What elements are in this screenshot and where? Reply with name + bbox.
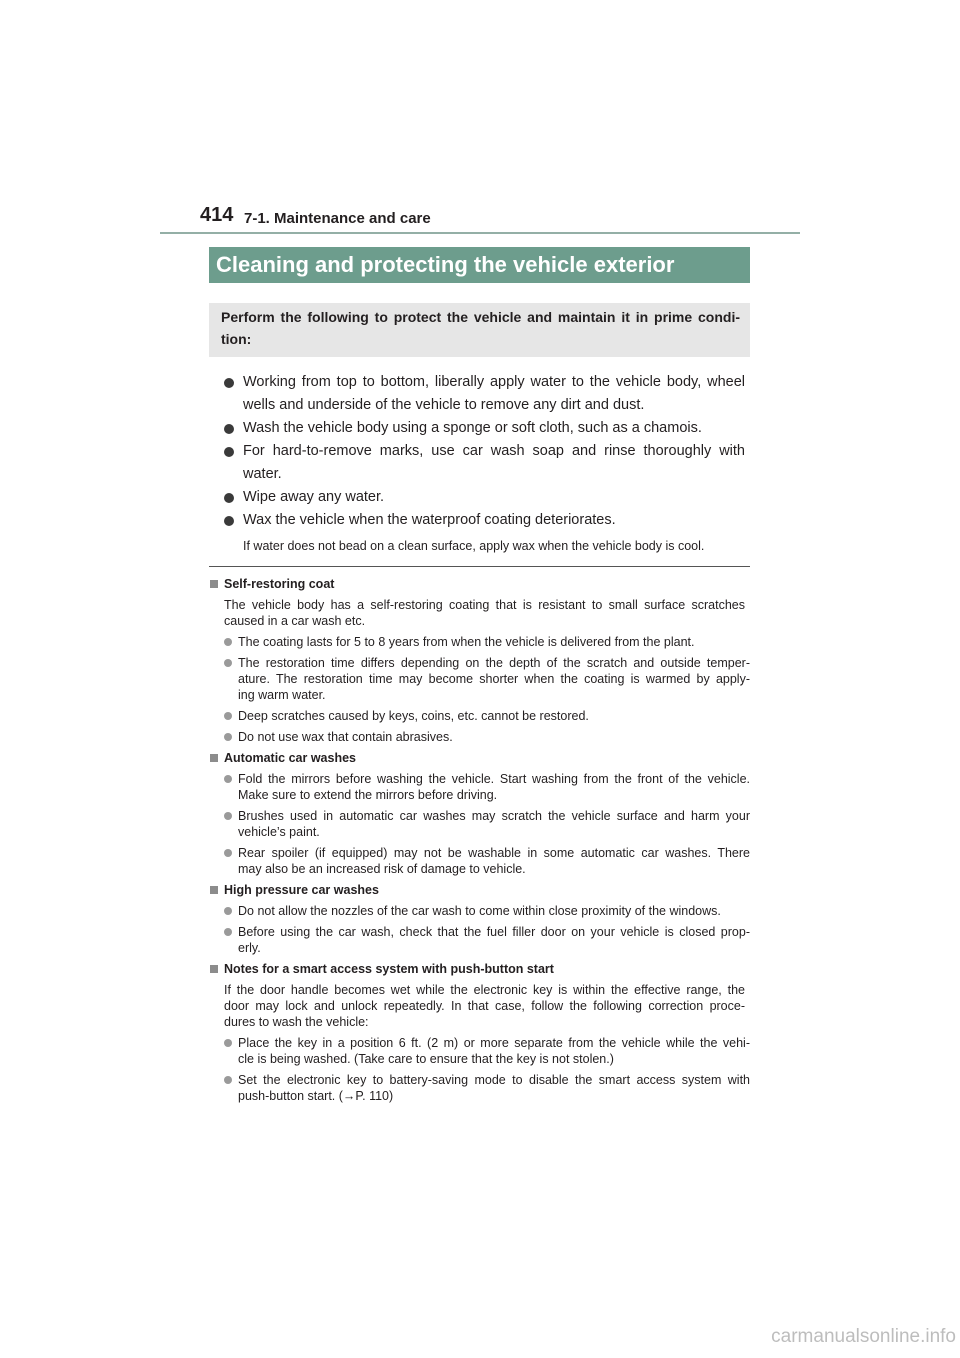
section-divider [209, 566, 750, 567]
note-heading-text: High pressure car washes [224, 883, 379, 897]
note-line: Set the electronic key to battery-saving mode to disable the smart access system with [238, 1073, 750, 1087]
small-bullet-icon [224, 1076, 232, 1084]
small-bullet-icon [224, 638, 232, 646]
section-title: 7-1. Maintenance and care [244, 210, 431, 227]
small-bullet-icon [224, 775, 232, 783]
list-item-line: Wax the vehicle when the waterproof coating deteriorates. [243, 512, 616, 528]
note-line: Deep scratches caused by keys, coins, etc. cannot be restored. [238, 709, 589, 723]
note-line: Rear spoiler (if equipped) may not be washable in some automatic car washes. There [238, 846, 750, 860]
note-line: ature. The restoration time may become shorter when the coating is warmed by apply- [238, 672, 750, 686]
note-item [209, 808, 750, 840]
note-line: ing warm water. [238, 688, 326, 702]
note-line: Brushes used in automatic car washes may scratch the vehicle surface and harm your [238, 809, 750, 823]
note-line: cle is being washed. (Take care to ensure that the key is not stolen.) [238, 1052, 614, 1066]
bullet-icon [224, 378, 234, 388]
header-rule [160, 232, 800, 234]
note-heading-text: Self-restoring coat [224, 577, 335, 591]
small-bullet-icon [224, 659, 232, 667]
note-line: The restoration time differs depending on the depth of the scratch and outside temper- [238, 656, 750, 670]
note-line: may also be an increased risk of damage to vehicle. [238, 862, 526, 876]
notes-section [209, 576, 750, 1104]
list-item-line: For hard-to-remove marks, use car wash soap and rinse thoroughly with [243, 443, 745, 459]
small-bullet-icon [224, 812, 232, 820]
note-heading-text: Automatic car washes [224, 751, 356, 765]
intro-line: Perform the following to protect the vehicle and maintain it in prime condi- [221, 309, 740, 325]
note-item [209, 634, 750, 650]
list-item [209, 509, 750, 532]
note-item [209, 924, 750, 956]
note-item [209, 903, 750, 919]
note-item [209, 1035, 750, 1067]
bullet-icon [224, 516, 234, 526]
small-bullet-icon [224, 849, 232, 857]
note-line: Before using the car wash, check that the fuel filler door on your vehicle is closed prop- [238, 925, 750, 939]
note-item [209, 771, 750, 803]
small-bullet-icon [224, 712, 232, 720]
note-line: caused in a car wash etc. [224, 614, 366, 628]
square-icon [210, 754, 218, 762]
note-line: door may lock and unlock repeatedly. In that case, follow the following correction proce- [224, 999, 745, 1013]
list-item [209, 486, 750, 509]
list-item [209, 371, 750, 417]
note-item [209, 708, 750, 724]
note-item [209, 1072, 750, 1104]
note-line: Place the key in a position 6 ft. (2 m) or more separate from the vehicle while the vehi- [238, 1036, 750, 1050]
note-line: The coating lasts for 5 to 8 years from when the vehicle is delivered from the plant. [238, 635, 695, 649]
small-bullet-icon [224, 928, 232, 936]
note-line: Do not use wax that contain abrasives. [238, 730, 453, 744]
note-line: Make sure to extend the mirrors before driving. [238, 788, 498, 802]
small-bullet-icon [224, 1039, 232, 1047]
note-line: The vehicle body has a self-restoring coating that is resistant to small surface scratches [224, 598, 745, 612]
note-item [209, 845, 750, 877]
list-item [209, 440, 750, 486]
list-item-line: Working from top to bottom, liberally apply water to the vehicle body, wheel [243, 374, 745, 390]
list-item-line: Wipe away any water. [243, 489, 385, 505]
list-item-line: Wash the vehicle body using a sponge or soft cloth, such as a chamois. [243, 420, 702, 436]
note-line: erly. [238, 941, 261, 955]
note-line: If the door handle becomes wet while the electronic key is within the effective range, the [224, 983, 745, 997]
square-icon [210, 886, 218, 894]
note-line: dures to wash the vehicle: [224, 1015, 369, 1029]
small-bullet-icon [224, 907, 232, 915]
note-heading-text: Notes for a smart access system with push-button start [224, 962, 554, 976]
small-bullet-icon [224, 733, 232, 741]
note-line: Do not allow the nozzles of the car wash to come within close proximity of the windows. [238, 904, 721, 918]
square-icon [210, 965, 218, 973]
intro-box [209, 303, 750, 357]
note-paragraph [209, 597, 750, 629]
note-item [209, 729, 750, 745]
list-item-line: wells and underside of the vehicle to remove any dirt and dust. [243, 397, 645, 413]
page-number: 414 [200, 204, 234, 226]
watermark: carmanualsonline.info [771, 1326, 956, 1347]
note-heading [209, 961, 750, 977]
note-heading [209, 576, 750, 592]
square-icon [210, 580, 218, 588]
note-paragraph [209, 982, 750, 1030]
note-heading [209, 750, 750, 766]
intro-line: tion: [221, 331, 252, 347]
list-item [209, 417, 750, 440]
note-item [209, 655, 750, 703]
note-line: Fold the mirrors before washing the vehicle. Start washing from the front of the vehicle. [238, 772, 750, 786]
note-line: push-button start. (→P. 110) [238, 1089, 394, 1103]
wax-note: If water does not bead on a clean surface, apply wax when the vehicle body is cool. [243, 539, 705, 553]
bullet-icon [224, 424, 234, 434]
page-title: Cleaning and protecting the vehicle exterior [209, 247, 750, 283]
instruction-list [209, 371, 750, 532]
bullet-icon [224, 493, 234, 503]
note-heading [209, 882, 750, 898]
note-line: vehicle’s paint. [238, 825, 320, 839]
bullet-icon [224, 447, 234, 457]
list-item-line: water. [243, 466, 282, 482]
